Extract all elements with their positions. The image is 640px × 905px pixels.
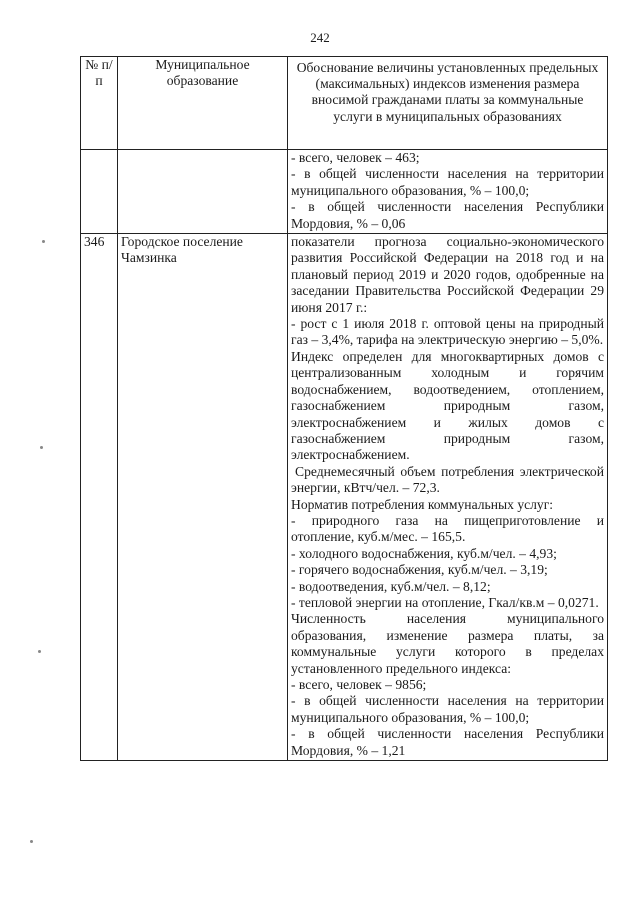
scan-speck — [40, 446, 43, 449]
paragraph: - в общей численности населения Республики Мордовия, % – 1,21 — [291, 726, 604, 758]
page-number: 242 — [310, 30, 330, 45]
paragraph: - рост с 1 июля 2018 г. оптовой цены на природный газ – 3,4%, тарифа на электрическую энергию – 5,0%. — [291, 316, 604, 348]
cell-justification-text — [288, 234, 608, 761]
continuation-line: - в общей численности населения Республики Мордовия, % – 0,06 — [291, 199, 604, 231]
scan-speck — [42, 240, 45, 243]
cell-continuation-text — [288, 150, 608, 234]
paragraph: - горячего водоснабжения, куб.м/чел. – 3,19; — [291, 562, 548, 578]
scan-speck — [38, 650, 41, 653]
paragraph: - в общей численности населения на территории муниципального образования, % – 100,0; — [291, 693, 604, 725]
paragraph: - всего, человек – 9856; — [291, 677, 427, 692]
paragraph: - холодного водоснабжения, куб.м/чел. – 4,93; — [291, 545, 557, 561]
header-municipality: Муниципальное образование — [118, 57, 288, 150]
scan-speck — [30, 840, 33, 843]
paragraph: - природного газа на пищеприготовление и отопление, куб.м/мес. – 165,5. — [291, 512, 604, 545]
paragraph: Норматив потребления коммунальных услуг: — [291, 496, 554, 512]
cell-row-number: 346 — [81, 234, 118, 761]
tariff-index-table — [80, 56, 608, 761]
paragraph: Численность населения муниципального образования, изменение размера платы, за коммунальные услуги которого в пределах установленного предельного индекса: — [291, 611, 604, 676]
paragraph: Индекс определен для многоквартирных домов с централизованным холодным и горячим водоснабжением, водоотведением, отоплением, газоснабжением природным газом, электроснабжением и жилых домов с газоснабжением природным газом, электроснабжением. — [291, 348, 604, 463]
paragraph: показатели прогноза социально-экономического развития Российской Федерации на 2018 год и на плановый период 2019 и 2020 годов, одобренные на заседании Правительства Российской Федерации 29 июня 2017 г.: — [291, 234, 604, 315]
cell-municipality-empty — [118, 150, 288, 234]
cell-number-empty — [81, 150, 118, 234]
cell-municipality-name: Городское поселение Чамзинка — [118, 234, 288, 761]
paragraph: - тепловой энергии на отопление, Гкал/кв.м – 0,0271. — [291, 594, 599, 610]
paragraph: Среднемесячный объем потребления электрической энергии, кВтч/чел. – 72,3. — [291, 463, 604, 496]
table-header-row — [81, 57, 608, 150]
header-justification: Обоснование величины установленных предельных (максимальных) индексов изменения размера вносимой гражданами платы за коммунальные услуги в муниципальных образованиях — [288, 57, 608, 150]
continuation-line: - в общей численности населения на территории муниципального образования, % – 100,0; — [291, 166, 604, 198]
table-row-346 — [81, 234, 608, 761]
continuation-line: - всего, человек – 463; — [291, 150, 420, 165]
paragraph: - водоотведения, куб.м/чел. – 8,12; — [291, 578, 491, 594]
table-row-continuation — [81, 150, 608, 234]
header-number: № п/п — [81, 57, 118, 150]
